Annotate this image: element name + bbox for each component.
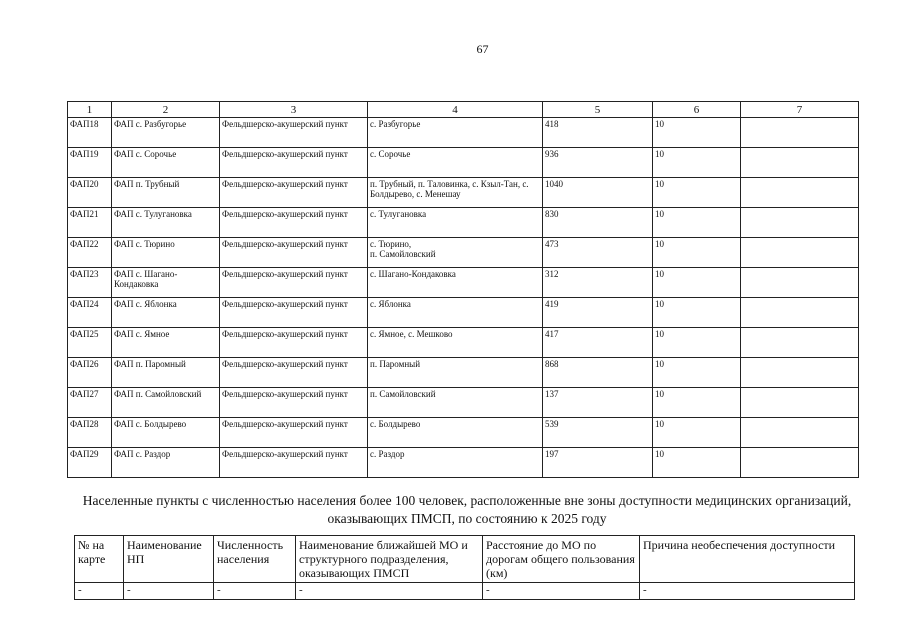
- table-cell: Фельдшерско-акушерский пункт: [220, 328, 368, 358]
- table-cell: ФАП с. Шагано-Кондаковка: [112, 268, 220, 298]
- column-header: Наименование НП: [124, 536, 214, 583]
- column-header: 4: [368, 102, 543, 118]
- table-cell: 10: [653, 298, 741, 328]
- table-cell: 1040: [543, 178, 653, 208]
- column-header: Причина необеспечения доступности: [640, 536, 855, 583]
- table-row: [68, 448, 859, 478]
- table-row: [68, 388, 859, 418]
- table-cell: с. Тюрино, п. Самойловский: [368, 238, 543, 268]
- table-cell: [741, 178, 859, 208]
- table-cell: ФАП п. Самойловский: [112, 388, 220, 418]
- table-cell: [741, 418, 859, 448]
- column-header: 2: [112, 102, 220, 118]
- table-cell: ФАП22: [68, 238, 112, 268]
- column-header: Численность населения: [214, 536, 296, 583]
- table-cell: ФАП с. Тулугановка: [112, 208, 220, 238]
- table-cell: ФАП21: [68, 208, 112, 238]
- table-row: [68, 328, 859, 358]
- table-cell: -: [75, 583, 124, 600]
- table-cell: 10: [653, 208, 741, 238]
- table-cell: [741, 298, 859, 328]
- table-cell: Фельдшерско-акушерский пункт: [220, 418, 368, 448]
- table-cell: с. Болдырево: [368, 418, 543, 448]
- table-cell: 419: [543, 298, 653, 328]
- table-cell: -: [640, 583, 855, 600]
- table-cell: Фельдшерско-акушерский пункт: [220, 268, 368, 298]
- table-cell: ФАП23: [68, 268, 112, 298]
- table-cell: 10: [653, 268, 741, 298]
- table-cell: с. Тулугановка: [368, 208, 543, 238]
- table-cell: ФАП с. Разбугорье: [112, 118, 220, 148]
- table-cell: Фельдшерско-акушерский пункт: [220, 178, 368, 208]
- table-cell: с. Разбугорье: [368, 118, 543, 148]
- table-cell: [741, 448, 859, 478]
- fap-table-header-row: [68, 102, 859, 118]
- table-cell: -: [296, 583, 483, 600]
- page-number: 67: [476, 42, 489, 56]
- table-cell: 10: [653, 328, 741, 358]
- table-cell: 312: [543, 268, 653, 298]
- table-cell: ФАП28: [68, 418, 112, 448]
- table-cell: с. Сорочье: [368, 148, 543, 178]
- table-cell: ФАП с. Раздор: [112, 448, 220, 478]
- table-row: [68, 238, 859, 268]
- table-cell: 418: [543, 118, 653, 148]
- table-row: [68, 298, 859, 328]
- table-cell: с. Раздор: [368, 448, 543, 478]
- table-cell: [741, 388, 859, 418]
- column-header: 7: [741, 102, 859, 118]
- table-cell: 10: [653, 148, 741, 178]
- fap-table: [67, 101, 859, 478]
- table-cell: ФАП с. Яблонка: [112, 298, 220, 328]
- table-cell: 137: [543, 388, 653, 418]
- column-header: 6: [653, 102, 741, 118]
- table-cell: ФАП29: [68, 448, 112, 478]
- table-cell: ФАП26: [68, 358, 112, 388]
- table-cell: ФАП25: [68, 328, 112, 358]
- table-cell: [741, 208, 859, 238]
- settlements-table-body: [75, 583, 855, 600]
- table-cell: Фельдшерско-акушерский пункт: [220, 148, 368, 178]
- column-header: 1: [68, 102, 112, 118]
- table-row: [68, 148, 859, 178]
- fap-table-body: [68, 118, 859, 478]
- table-cell: [741, 148, 859, 178]
- table-cell: ФАП с. Тюрино: [112, 238, 220, 268]
- table-cell: ФАП19: [68, 148, 112, 178]
- table-row: [68, 208, 859, 238]
- table-cell: ФАП с. Болдырево: [112, 418, 220, 448]
- table-cell: ФАП27: [68, 388, 112, 418]
- column-header: 5: [543, 102, 653, 118]
- table-cell: 539: [543, 418, 653, 448]
- table-cell: ФАП20: [68, 178, 112, 208]
- table-cell: с. Ямное, с. Мешково: [368, 328, 543, 358]
- table-cell: ФАП п. Трубный: [112, 178, 220, 208]
- table-cell: п. Трубный, п. Таловинка, с. Кзыл-Тан, с. Болдырево, с. Менешау: [368, 178, 543, 208]
- table-cell: ФАП п. Паромный: [112, 358, 220, 388]
- table-cell: 197: [543, 448, 653, 478]
- table-cell: 417: [543, 328, 653, 358]
- table-row: [68, 418, 859, 448]
- table-row: [68, 178, 859, 208]
- table-cell: Фельдшерско-акушерский пункт: [220, 298, 368, 328]
- table-cell: 10: [653, 178, 741, 208]
- table-cell: 10: [653, 418, 741, 448]
- table-cell: п. Паромный: [368, 358, 543, 388]
- table-cell: Фельдшерско-акушерский пункт: [220, 388, 368, 418]
- table-cell: с. Шагано-Кондаковка: [368, 268, 543, 298]
- table-cell: [741, 328, 859, 358]
- table-cell: п. Самойловский: [368, 388, 543, 418]
- column-header: 3: [220, 102, 368, 118]
- table-row: [68, 268, 859, 298]
- table-cell: ФАП с. Сорочье: [112, 148, 220, 178]
- table-cell: Фельдшерско-акушерский пункт: [220, 358, 368, 388]
- table-cell: 830: [543, 208, 653, 238]
- table-cell: ФАП24: [68, 298, 112, 328]
- table-cell: -: [214, 583, 296, 600]
- settlements-table-header-row: [75, 536, 855, 583]
- table-cell: [741, 238, 859, 268]
- table-row: [75, 583, 855, 600]
- column-header: Расстояние до МО по дорогам общего пользования (км): [483, 536, 640, 583]
- table-cell: -: [124, 583, 214, 600]
- table-cell: [741, 358, 859, 388]
- table-cell: Фельдшерско-акушерский пункт: [220, 208, 368, 238]
- table-cell: 10: [653, 238, 741, 268]
- table-cell: 868: [543, 358, 653, 388]
- table-row: [68, 118, 859, 148]
- table-cell: Фельдшерско-акушерский пункт: [220, 448, 368, 478]
- section-title: Населенные пункты с численностью населения более 100 человек, расположенные вне зоны доступности медицинских организаций, оказывающих ПМСП, по состоянию к 2025 году: [82, 493, 852, 526]
- table-cell: ФАП18: [68, 118, 112, 148]
- table-cell: [741, 118, 859, 148]
- settlements-table: [74, 535, 855, 600]
- table-cell: 10: [653, 448, 741, 478]
- table-row: [68, 358, 859, 388]
- table-cell: ФАП с. Ямное: [112, 328, 220, 358]
- column-header: № на карте: [75, 536, 124, 583]
- table-cell: [741, 268, 859, 298]
- table-cell: с. Яблонка: [368, 298, 543, 328]
- table-cell: 10: [653, 358, 741, 388]
- table-cell: 10: [653, 388, 741, 418]
- column-header: Наименование ближайшей МО и структурного подразделения, оказывающих ПМСП: [296, 536, 483, 583]
- table-cell: 936: [543, 148, 653, 178]
- table-cell: Фельдшерско-акушерский пункт: [220, 238, 368, 268]
- table-cell: 10: [653, 118, 741, 148]
- table-cell: -: [483, 583, 640, 600]
- table-cell: 473: [543, 238, 653, 268]
- table-cell: Фельдшерско-акушерский пункт: [220, 118, 368, 148]
